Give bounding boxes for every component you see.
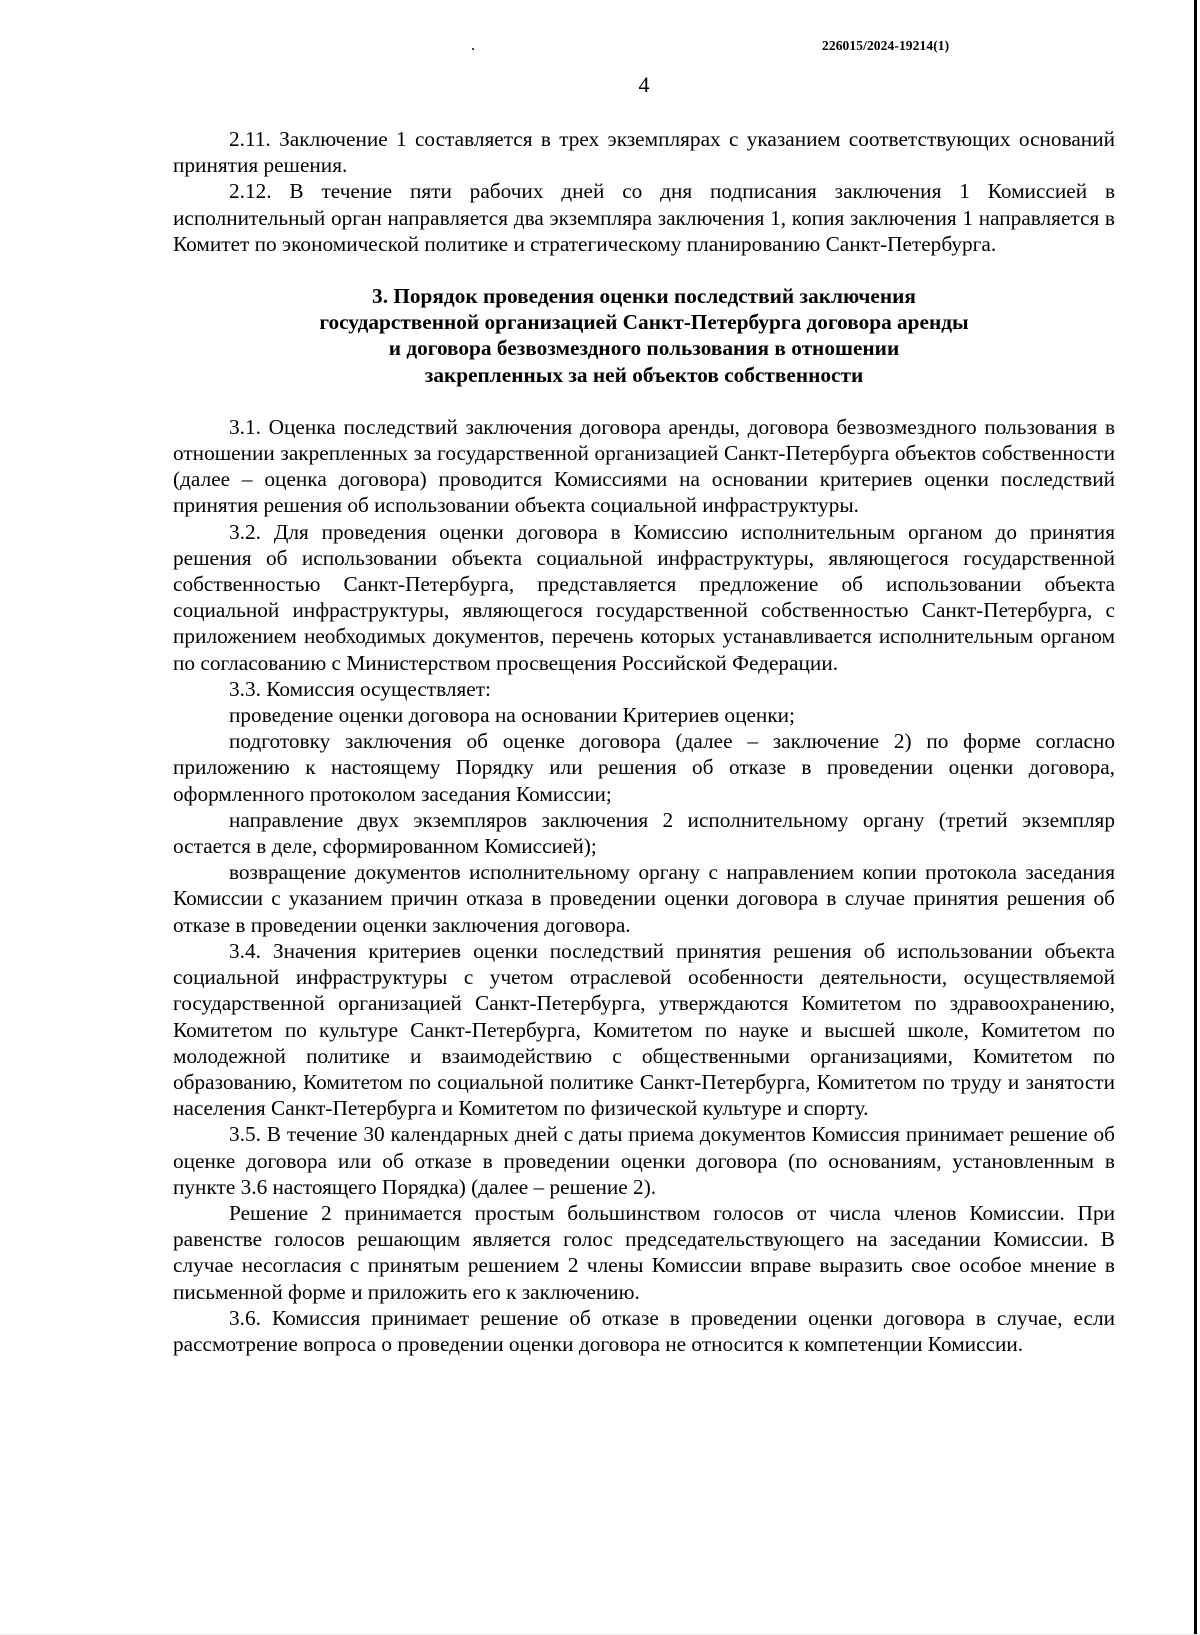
section-3-title: [173, 283, 1115, 388]
section-title-line: государственной организацией Санкт-Петербурга договора аренды: [319, 310, 969, 335]
paragraph-2-12: 2.12. В течение пяти рабочих дней со дня подписания заключения 1 Комиссией в исполнительный орган направляется два экземпляра заключения 1, копия заключения 1 направляется в Комитет по экономической политике и стратегическому планированию Санкт-Петербурга.: [173, 179, 1115, 256]
page-number: 4: [638, 72, 650, 97]
paragraph-3-3: 3.3. Комиссия осуществляет:: [229, 676, 491, 701]
paragraph-2-11: 2.11. Заключение 1 составляется в трех экземплярах с указанием соответствующих оснований принятия решения.: [173, 127, 1115, 178]
paragraph-3-3-item-1: проведение оценки договора на основании Критериев оценки;: [229, 703, 795, 728]
document-registration-number: 226015/2024-19214(1): [822, 38, 950, 53]
scan-border: [1194, 0, 1197, 1635]
paragraph-3-2: 3.2. Для проведения оценки договора в Комиссию исполнительным органом до принятия решения об использовании объекта социальной инфраструктуры, являющегося государственной собственностью Санкт-Петербурга, представляется предложение об использовании объекта социальной инфраструктуры, являющегося государственной собственностью Санкт-Петербурга, с приложением необходимых документов, перечень которых устанавливается исполнительным органом по согласованию с Министерством просвещения Российской Федерации.: [173, 519, 1115, 675]
paragraph-3-6: 3.6. Комиссия принимает решение об отказе в проведении оценки договора в случае, если рассмотрение вопроса о проведении оценки договора не относится к компетенции Комиссии.: [173, 1305, 1115, 1356]
paragraph-3-3-item-4: возвращение документов исполнительному органу с направлением копии протокола заседания Комиссии с указанием причин отказа в проведении оценки договора в случае принятия решения об отказе в проведении оценки заключения договора.: [173, 860, 1115, 937]
section-title-line: закрепленных за ней объектов собственности: [424, 362, 864, 387]
paragraph-3-5: 3.5. В течение 30 календарных дней с даты приема документов Комиссия принимает решение об оценке договора или об отказе в проведении оценки договора (по основаниям, установленным в пункте 3.6 настоящего Порядка) (далее – решение 2).: [173, 1122, 1115, 1199]
paragraph-3-3-item-2: подготовку заключения об оценке договора (далее – заключение 2) по форме согласно приложению к настоящему Порядку или решения об отказе в проведении оценки договора, оформленного протоколом заседания Комиссии;: [173, 729, 1115, 806]
paragraph-3-1: 3.1. Оценка последствий заключения договора аренды, договора безвозмездного пользования в отношении закрепленных за государственной организацией Санкт-Петербурга объектов собственности (далее – оценка договора) проводится Комиссиями на основании критериев оценки последствий принятия решения об использовании объекта социальной инфраструктуры.: [173, 414, 1115, 518]
document-body: [173, 126, 1115, 1357]
paragraph-3-4: 3.4. Значения критериев оценки последствий принятия решения об использовании объекта социальной инфраструктуры с учетом отраслевой особенности деятельности, осуществляемой государственной организацией Санкт-Петербурга, утверждаются Комитетом по здравоохранению, Комитетом по культуре Санкт-Петербурга, Комитетом по науке и высшей школе, Комитетом по молодежной политике и взаимодействию с общественными организациями, Комитетом по образованию, Комитетом по социальной политике Санкт-Петербурга, Комитетом по труду и занятости населения Санкт-Петербурга и Комитетом по физической культуре и спорту.: [173, 938, 1115, 1121]
paragraph-3-3-item-3: направление двух экземпляров заключения 2 исполнительному органу (третий экземпляр остается в деле, сформированном Комиссией);: [173, 807, 1115, 859]
paragraph-3-5-decision: Решение 2 принимается простым большинством голосов от числа членов Комиссии. При равенстве голосов решающим является голос председательствующего на заседании Комиссии. В случае несогласия с принятым решением 2 члены Комиссии вправе выразить свое особое мнение в письменной форме и приложить его к заключению.: [173, 1200, 1115, 1304]
section-title-line: 3. Порядок проведения оценки последствий заключения: [372, 284, 916, 309]
section-title-line: и договора безвозмездного пользования в отношении: [388, 336, 900, 361]
scan-speck: [472, 48, 474, 50]
